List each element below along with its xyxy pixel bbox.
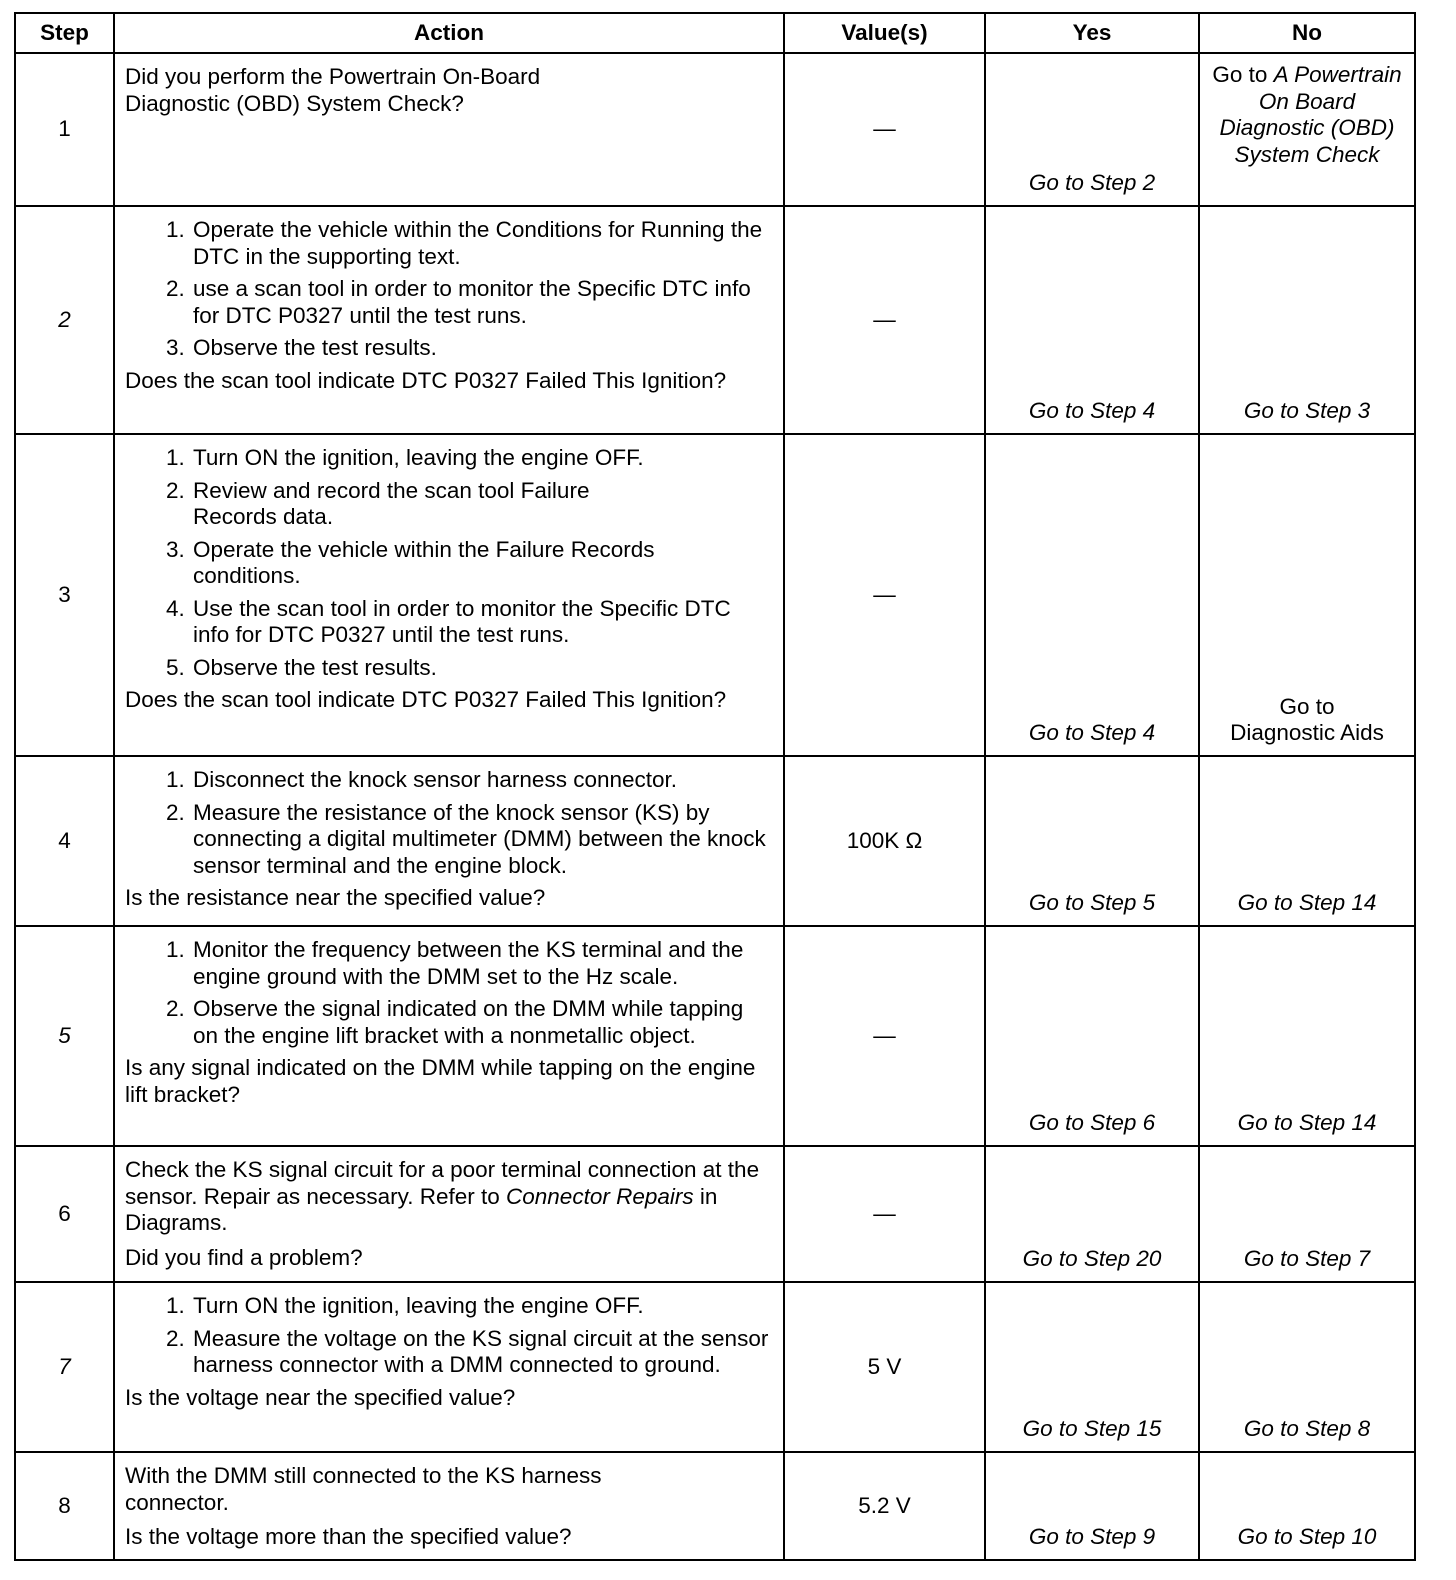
step-number: 7 xyxy=(15,1282,114,1452)
step-number: 4 xyxy=(15,756,114,926)
action-item: 1. Turn ON the ignition, leaving the engine OFF. xyxy=(191,1293,773,1320)
action-cell xyxy=(114,53,784,206)
action-question: Is the voltage more than the specified value? xyxy=(125,1524,572,1550)
no-link[interactable]: Go to Step 14 xyxy=(1199,756,1415,926)
value-cell: 5.2 V xyxy=(784,1452,985,1560)
action-item: 1. Monitor the frequency between the KS terminal and the engine ground with the DMM set to the Hz scale. xyxy=(191,937,773,990)
header-row xyxy=(15,13,1415,53)
yes-link[interactable]: Go to Step 5 xyxy=(985,756,1199,926)
action-list xyxy=(125,217,773,362)
no-link[interactable]: Go to Step 14 xyxy=(1199,926,1415,1146)
action-text-b: in Diagrams. xyxy=(125,1183,718,1236)
action-cell xyxy=(114,1146,784,1282)
action-cell xyxy=(114,206,784,434)
table-row-step-3 xyxy=(15,434,1415,756)
no-link[interactable]: Go to Step 7 xyxy=(1199,1146,1415,1282)
header-action: Action xyxy=(114,13,784,53)
action-text: Did you perform the Powertrain On-Board Diagnostic (OBD) System Check? xyxy=(125,64,541,116)
no-link[interactable]: Go to Step 10 xyxy=(1199,1452,1415,1560)
no-link-target[interactable]: A Powertrain On Board Diagnostic (OBD) System Check xyxy=(1219,62,1402,167)
table-row-step-6 xyxy=(15,1146,1415,1282)
value-cell: — xyxy=(784,206,985,434)
step-number: 2 xyxy=(15,206,114,434)
step-number: 5 xyxy=(15,926,114,1146)
action-cell xyxy=(114,926,784,1146)
value-cell: 5 V xyxy=(784,1282,985,1452)
header-step: Step xyxy=(15,13,114,53)
yes-link[interactable]: Go to Step 15 xyxy=(985,1282,1199,1452)
action-item: 5. Observe the test results. xyxy=(191,655,773,682)
connector-repairs-link[interactable]: Connector Repairs xyxy=(506,1183,694,1209)
action-text: With the DMM still connected to the KS harness connector. xyxy=(125,1463,602,1515)
action-item: 1. Turn ON the ignition, leaving the engine OFF. xyxy=(191,445,773,472)
value-cell: — xyxy=(784,434,985,756)
action-item: 2. use a scan tool in order to monitor the Specific DTC info for DTC P0327 until the test runs. xyxy=(191,276,773,329)
action-item: 4. Use the scan tool in order to monitor the Specific DTC info for DTC P0327 until the test runs. xyxy=(191,596,773,649)
step-number: 8 xyxy=(15,1452,114,1560)
action-list xyxy=(125,445,773,681)
value-cell: — xyxy=(784,1146,985,1282)
action-cell xyxy=(114,1452,784,1560)
action-list xyxy=(125,937,773,1049)
action-list xyxy=(125,1293,773,1379)
action-question: Did you find a problem? xyxy=(125,1244,363,1270)
yes-link[interactable]: Go to Step 9 xyxy=(985,1452,1199,1560)
action-cell xyxy=(114,434,784,756)
action-question: Is any signal indicated on the DMM while tapping on the engine lift bracket? xyxy=(125,1055,756,1107)
no-link[interactable]: Go to Diagnostic Aids xyxy=(1199,434,1415,756)
action-list xyxy=(125,767,773,879)
action-item: 3. Operate the vehicle within the Failure Records conditions. xyxy=(191,537,773,590)
yes-link[interactable]: Go to Step 20 xyxy=(985,1146,1199,1282)
value-cell: — xyxy=(784,926,985,1146)
table-row-step-5 xyxy=(15,926,1415,1146)
action-item: 1. Operate the vehicle within the Conditions for Running the DTC in the supporting text. xyxy=(191,217,773,270)
table-row-step-4 xyxy=(15,756,1415,926)
action-text-a: Check the KS signal circuit for a poor terminal connection at the sensor. Repair as necessary. Refer to xyxy=(125,1157,760,1209)
step-number: 6 xyxy=(15,1146,114,1282)
no-link[interactable] xyxy=(1199,53,1415,206)
step-number: 3 xyxy=(15,434,114,756)
table-row-step-1 xyxy=(15,53,1415,206)
diagnostic-table xyxy=(14,12,1416,1561)
action-item: 2. Measure the voltage on the KS signal circuit at the sensor harness connector with a DMM connected to ground. xyxy=(191,1326,773,1379)
table-row-step-7 xyxy=(15,1282,1415,1452)
yes-link[interactable]: Go to Step 4 xyxy=(985,434,1199,756)
value-cell: — xyxy=(784,53,985,206)
action-item: 2. Measure the resistance of the knock sensor (KS) by connecting a digital multimeter (DMM) between the knock sensor terminal and the engine block. xyxy=(191,800,773,880)
step-number: 1 xyxy=(15,53,114,206)
action-item: 2. Observe the signal indicated on the DMM while tapping on the engine lift bracket with a nonmetallic object. xyxy=(191,996,773,1049)
header-no: No xyxy=(1199,13,1415,53)
yes-link[interactable]: Go to Step 6 xyxy=(985,926,1199,1146)
no-prefix: Go to xyxy=(1212,62,1274,87)
action-text xyxy=(125,1157,773,1237)
header-yes: Yes xyxy=(985,13,1199,53)
no-link[interactable]: Go to Step 8 xyxy=(1199,1282,1415,1452)
table-row-step-2 xyxy=(15,206,1415,434)
action-item: 3. Observe the test results. xyxy=(191,335,773,362)
yes-link[interactable]: Go to Step 2 xyxy=(985,53,1199,206)
action-cell xyxy=(114,1282,784,1452)
no-link[interactable]: Go to Step 3 xyxy=(1199,206,1415,434)
action-cell xyxy=(114,756,784,926)
action-question: Is the resistance near the specified value? xyxy=(125,885,546,911)
header-values: Value(s) xyxy=(784,13,985,53)
action-question: Does the scan tool indicate DTC P0327 Failed This Ignition? xyxy=(125,367,727,393)
action-question: Is the voltage near the specified value? xyxy=(125,1384,516,1410)
yes-link[interactable]: Go to Step 4 xyxy=(985,206,1199,434)
action-question: Does the scan tool indicate DTC P0327 Failed This Ignition? xyxy=(125,687,727,713)
action-item: 1. Disconnect the knock sensor harness connector. xyxy=(191,767,773,794)
value-cell: 100K Ω xyxy=(784,756,985,926)
table-row-step-8 xyxy=(15,1452,1415,1560)
action-item: 2. Review and record the scan tool Failure Records data. xyxy=(191,478,773,531)
